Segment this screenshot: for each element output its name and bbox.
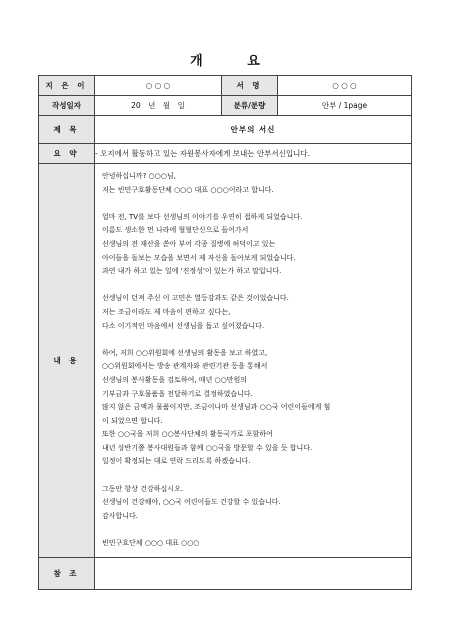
subject-value: 안부의 서신 <box>95 116 412 144</box>
publisher-value: ○ ○ ○ <box>278 76 412 96</box>
summary-value: - 오지에서 활동하고 있는 자원봉사자에게 보내는 안부서신입니다. <box>95 144 412 164</box>
letter-line: 하여, 저희 ○○위원회에 선생님의 활동을 보고 하였고, <box>102 348 268 357</box>
letter-line: 일정이 확정되는 대로 연락 드리도록 하겠습니다. <box>102 457 251 466</box>
letter-line: 내년 상반기쯤 봉사대원들과 함께 ○○국을 방문할 수 있을 듯 합니다. <box>102 443 313 452</box>
author-value: ○ ○ ○ <box>95 76 222 96</box>
letter-line: 이름도 생소한 먼 나라에 혈혈단신으로 들어가서 <box>102 226 249 235</box>
date-label: 작성일자 <box>39 96 95 116</box>
category-label: 분류/분량 <box>222 96 278 116</box>
content-body <box>95 164 412 558</box>
letter-line: 선생님의 봉사활동을 검토하여, 매년 ○○만원의 <box>102 375 248 384</box>
subject-label: 제 목 <box>39 116 95 144</box>
author-label: 지 은 이 <box>39 76 95 96</box>
letter-line: ○○위원회에서는 방송 관계자와 관련기관 등을 통해서 <box>102 362 268 371</box>
letter-line: 아이들을 돌보는 모습을 보면서 제 자신을 돌아보게 되었습니다. <box>102 253 296 262</box>
date-value: 20 년 월 일 <box>95 96 222 116</box>
letter-line: 이 되었으면 합니다. <box>102 416 163 425</box>
letter-line: 많지 않은 금액과 물품이지만, 조금이나마 선생님과 ○○국 어린이들에게 힘 <box>102 403 331 412</box>
blank-line <box>102 469 405 483</box>
letter-line: 선생님이 던져 주신 이 고민은 열등감과도 같은 것이었습니다. <box>102 294 289 303</box>
letter-line: 그동안 항상 건강하십시오. <box>102 484 184 493</box>
letter-line: 얼마 전, TV를 보다 선생님의 이야기를 우연히 접하게 되었습니다. <box>102 212 303 221</box>
letter-line: 안녕하십니까? ○○○님, <box>102 172 176 180</box>
blank-line <box>102 197 405 211</box>
author-row <box>39 76 412 96</box>
letter-line: 기부금과 구호물품을 전달하기로 결정하였습니다. <box>102 389 253 398</box>
publisher-label: 서 명 <box>222 76 278 96</box>
letter-text <box>95 164 411 557</box>
letter-line: 감사합니다. <box>102 511 139 520</box>
reference-value <box>95 557 412 589</box>
content-label: 내 용 <box>39 164 95 558</box>
letter-line: 또한 ○○국을 저희 ○○봉사단체의 활동국가로 포함하여 <box>102 430 273 439</box>
letter-line: 저는 조금이라도 제 마음이 편하고 싶다는, <box>102 307 231 316</box>
blank-line <box>102 333 405 347</box>
letter-line: 선생님의 전 재산을 쏟아 부어 각종 질병에 허덕이고 있는 <box>102 239 276 248</box>
date-row <box>39 96 412 116</box>
reference-row <box>39 557 412 589</box>
letter-line: 빈민구호단체 ○○○ 대표 ○○○ <box>102 539 200 548</box>
category-value: 안부 / 1page <box>278 96 412 116</box>
content-row <box>39 164 412 558</box>
letter-line: 선생님이 건강해야, ○○국 어린이들도 건강할 수 있습니다. <box>102 498 281 507</box>
reference-label: 참 조 <box>39 557 95 589</box>
overview-table <box>38 75 412 590</box>
summary-label: 요 약 <box>39 144 95 164</box>
summary-row <box>39 144 412 164</box>
letter-line: 다소 이기적인 마음에서 선생님을 돕고 싶어졌습니다. <box>102 321 265 330</box>
document-title: 개 요 <box>190 54 280 69</box>
letter-line: 과연 내가 하고 있는 일에 '진정성'이 있는가 하고 말입니다. <box>102 267 282 276</box>
letter-line: 저는 빈민구호활동단체 ○○○ 대표 ○○○이라고 합니다. <box>102 185 274 194</box>
blank-line <box>102 523 405 537</box>
subject-row <box>39 116 412 144</box>
blank-line <box>102 279 405 293</box>
